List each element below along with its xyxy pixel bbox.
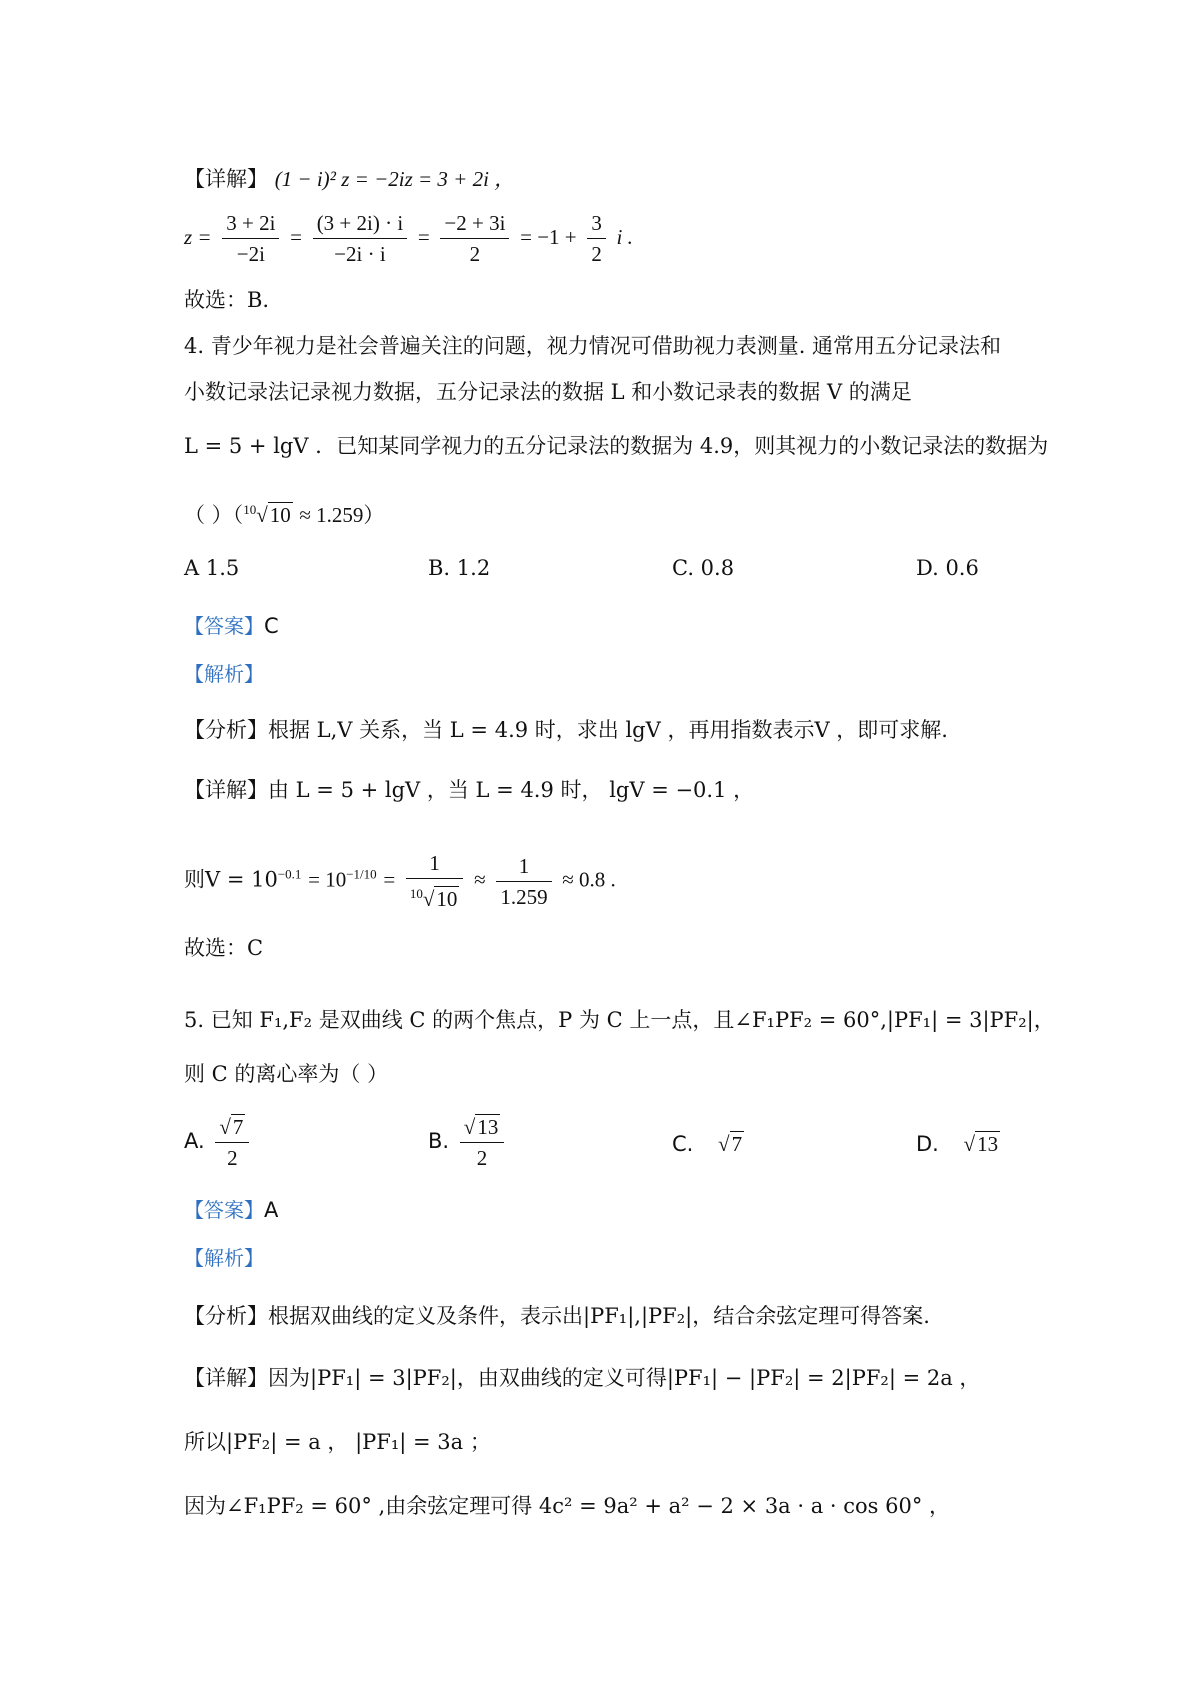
detail-expression: (1 − i)² z = −2iz = 3 + 2i ， [274,167,516,191]
fenxi-label: 【分析】 [184,1304,268,1328]
z-lhs: z = [184,225,212,249]
q4-option-b: B. 1.2 [428,556,491,580]
q5-option-c: C. √7 [672,1132,743,1156]
tenth-root: √10 [256,503,291,527]
q4-calculation: 则$V = 10^{-0.1} = 10^{-1/10}$ = $\frac{1}{^{10}√10}$ ≈ $\frac{1}{1.259}$ ≈ 0.8 . [184,848,616,914]
detail-label: 【详解】 [184,778,268,802]
detail-label: 【详解】 [184,1366,268,1390]
q3-detail-line [184,165,515,193]
fenxi-text: 根据双曲线的定义及条件，表示出|PF₁|,|PF₂|，结合余弦定理可得答案. [268,1304,930,1328]
detail-text: 因为|PF₁| = 3|PF₂|，由双曲线的定义可得|PF₁| − |PF₂| = 2|PF₂| = 2a ， [268,1366,981,1390]
q5-stem-line-1: 5. 已知 F₁,F₂ 是双曲线 C 的两个焦点，P 为 C 上一点，且∠F₁PF₂ = 60°,|PF₁| = 3|PF₂|， [184,1008,1055,1032]
q5-analysis-label: 【解析】 [184,1246,264,1270]
q5-cosine-line: 因为∠F₁PF₂ = 60° ,由余弦定理可得 4c² = 9a² + a² − 2 × 3a · a · cos 60° ， [184,1494,951,1518]
answer-value: C [264,614,279,638]
q4-stem-line-3: L = 5 + lgV ．已知某同学视力的五分记录法的数据为 4.9，则其视力的小数记录法的数据为 [184,434,1049,458]
q5-option-a: A. $\frac{√7}{2}$ [184,1112,253,1173]
detail-text: 由 L = 5 + lgV ，当 L = 4.9 时， lgV = −0.1 ， [268,778,755,802]
q5-detail [184,1364,980,1392]
z-tail-prefix: = −1 + [520,225,577,249]
calc-suffix: ≈ 0.8 . [562,867,616,892]
q4-analysis-label: 【解析】 [184,662,264,686]
q3-choice: 故选：B. [184,288,270,312]
answer-value: A [264,1198,279,1222]
q5-stem-line-2: 则 C 的离心率为（ ） [184,1062,389,1086]
fraction-4: $\frac{3}{2}$ [587,208,606,269]
root-approx: ≈ 1.259） [299,503,385,527]
detail-label: 【详解】 [184,167,268,191]
q5-answer [184,1196,278,1224]
fraction-3: $\frac{-2 + 3i}{2}$ [440,208,509,269]
fraction-2: $\frac{(3 + 2i) \cdot i}{-2i \cdot i}$ [313,208,408,269]
q3-z-equation: z = $\frac{3 + 2i}{-2i}$ = $\frac{(3 + 2i) \cdot i}{-2i \cdot i}$ = $\frac{-2 + 3i}{2}$ = −1 + $\frac{3}{2}$ i . [184,208,633,269]
q4-option-c: C. 0.8 [672,556,735,580]
q4-option-a: A 1.5 [184,556,240,580]
q4-fenxi [184,716,948,744]
answer-label: 【答案】 [184,1198,264,1222]
q4-stem-line-2: 小数记录法记录视力数据，五分记录法的数据 L 和小数记录表的数据 V 的满足 [184,380,912,404]
answer-label: 【答案】 [184,614,264,638]
calc-mid: = 10 [308,867,347,892]
calc-exp-1: −0.1 [277,866,302,882]
calc-fraction-2: $\frac{1}{1.259}$ [496,851,551,912]
q4-answer [184,612,279,640]
fenxi-text: 根据 L,V 关系，当 L = 4.9 时，求出 lgV ，再用指数表示V ，即可求解. [268,718,948,742]
fraction-1: $\frac{3 + 2i}{-2i}$ [222,208,279,269]
q5-option-b: B. $\frac{√13}{2}$ [428,1112,508,1173]
q4-choice: 故选：C [184,936,264,960]
z-tail-suffix: i . [616,225,633,249]
q5-option-d: D. √13 [916,1132,999,1156]
q4-stem-line-1: 4. 青少年视力是社会普遍关注的问题，视力情况可借助视力表测量. 通常用五分记录法和 [184,334,1002,358]
calc-prefix: 则V = 10 [184,867,278,892]
fenxi-label: 【分析】 [184,718,268,742]
q5-fenxi [184,1302,930,1330]
q4-option-d: D. 0.6 [916,556,979,580]
q5-suoyi-line: 所以|PF₂| = a ， |PF₁| = 3a ； [184,1430,491,1454]
q4-stem-line-4 [184,496,384,529]
calc-exp-2: −1/10 [346,866,377,882]
root-index: 10 [243,502,257,517]
calc-fraction-1: $\frac{1}{^{10}√10}$ [406,848,464,914]
answer-paren: （ ）（ [184,503,244,527]
q4-detail [184,776,754,804]
